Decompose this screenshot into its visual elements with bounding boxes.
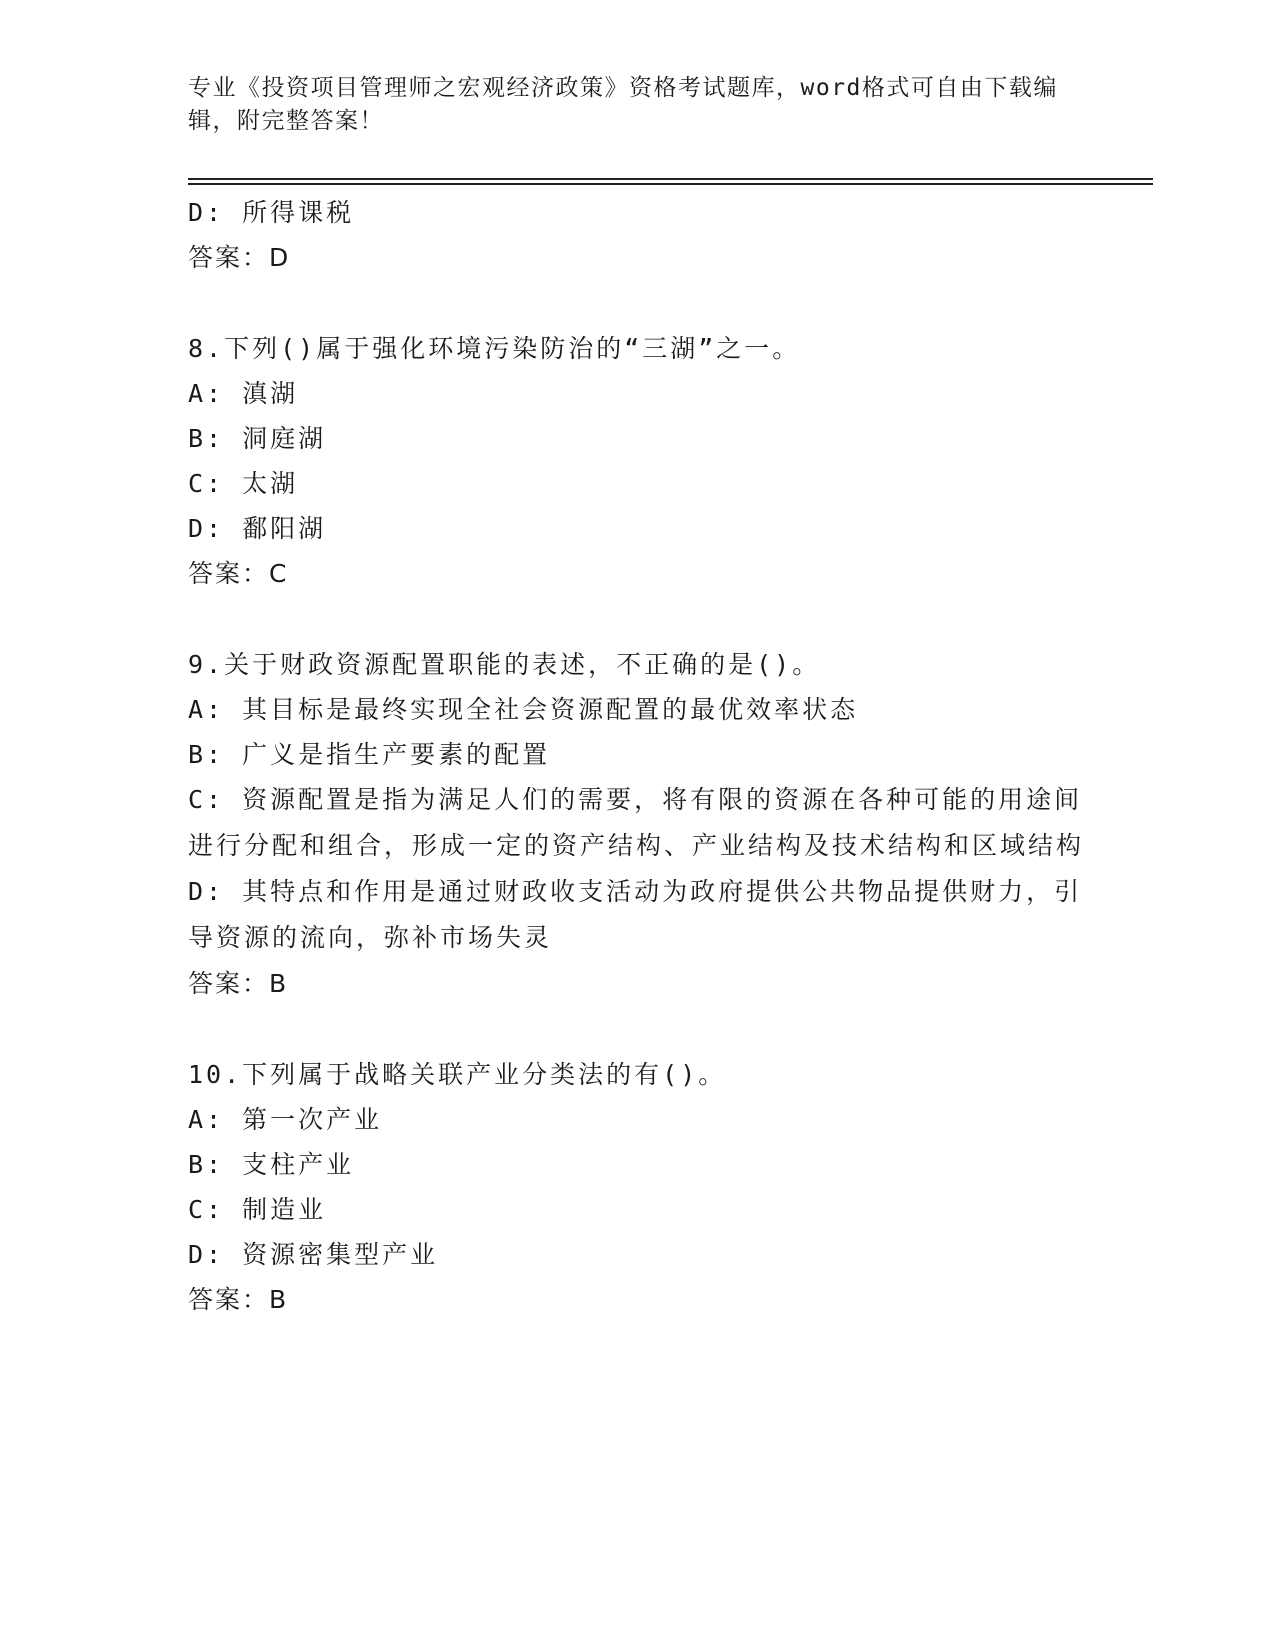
option-d: D: 资源密集型产业 [188, 1240, 439, 1269]
option-c: C: 资源配置是指为满足人们的需要，将有限的资源在各种可能的用途间进行分配和组合，形成一定的资产结构、产业结构及技术结构和区域结构 [188, 785, 1085, 860]
option-a: A: 第一次产业 [188, 1105, 383, 1134]
option-b: B: 洞庭湖 [188, 424, 327, 453]
option-a: A: 滇湖 [188, 379, 299, 408]
question-stem: 10.下列属于战略关联产业分类法的有()。 [188, 1060, 727, 1089]
option-b: B: 支柱产业 [188, 1150, 355, 1179]
previous-option-d: D: 所得课税 [188, 198, 355, 227]
spacer [188, 1006, 1088, 1052]
answer: 答案：C [188, 559, 289, 588]
option-c: C: 制造业 [188, 1195, 327, 1224]
answer: 答案：B [188, 1285, 289, 1314]
option-d: D: 其特点和作用是通过财政收支活动为政府提供公共物品提供财力，引导资源的流向，弥补市场失灵 [188, 877, 1083, 952]
header-rule-bottom [188, 183, 1153, 185]
question-stem: 8.下列()属于强化环境污染防治的“三湖”之一。 [188, 334, 801, 363]
document-header: 专业《投资项目管理师之宏观经济政策》资格考试题库，word格式可自由下载编辑，附完整答案！ [188, 75, 1058, 134]
header-rule-top [188, 178, 1153, 180]
option-d: D: 鄱阳湖 [188, 514, 327, 543]
previous-answer: 答案：D [188, 243, 291, 272]
option-a: A: 其目标是最终实现全社会资源配置的最优效率状态 [188, 695, 859, 724]
option-b: B: 广义是指生产要素的配置 [188, 740, 551, 769]
question-9 [188, 642, 1088, 1006]
question-stem: 9.关于财政资源配置职能的表述，不正确的是()。 [188, 650, 821, 679]
spacer [188, 280, 1088, 326]
question-8 [188, 326, 1088, 596]
question-10 [188, 1052, 1088, 1322]
option-c: C: 太湖 [188, 469, 299, 498]
spacer [188, 596, 1088, 642]
question-content [188, 190, 1088, 1322]
answer: 答案：B [188, 969, 289, 998]
